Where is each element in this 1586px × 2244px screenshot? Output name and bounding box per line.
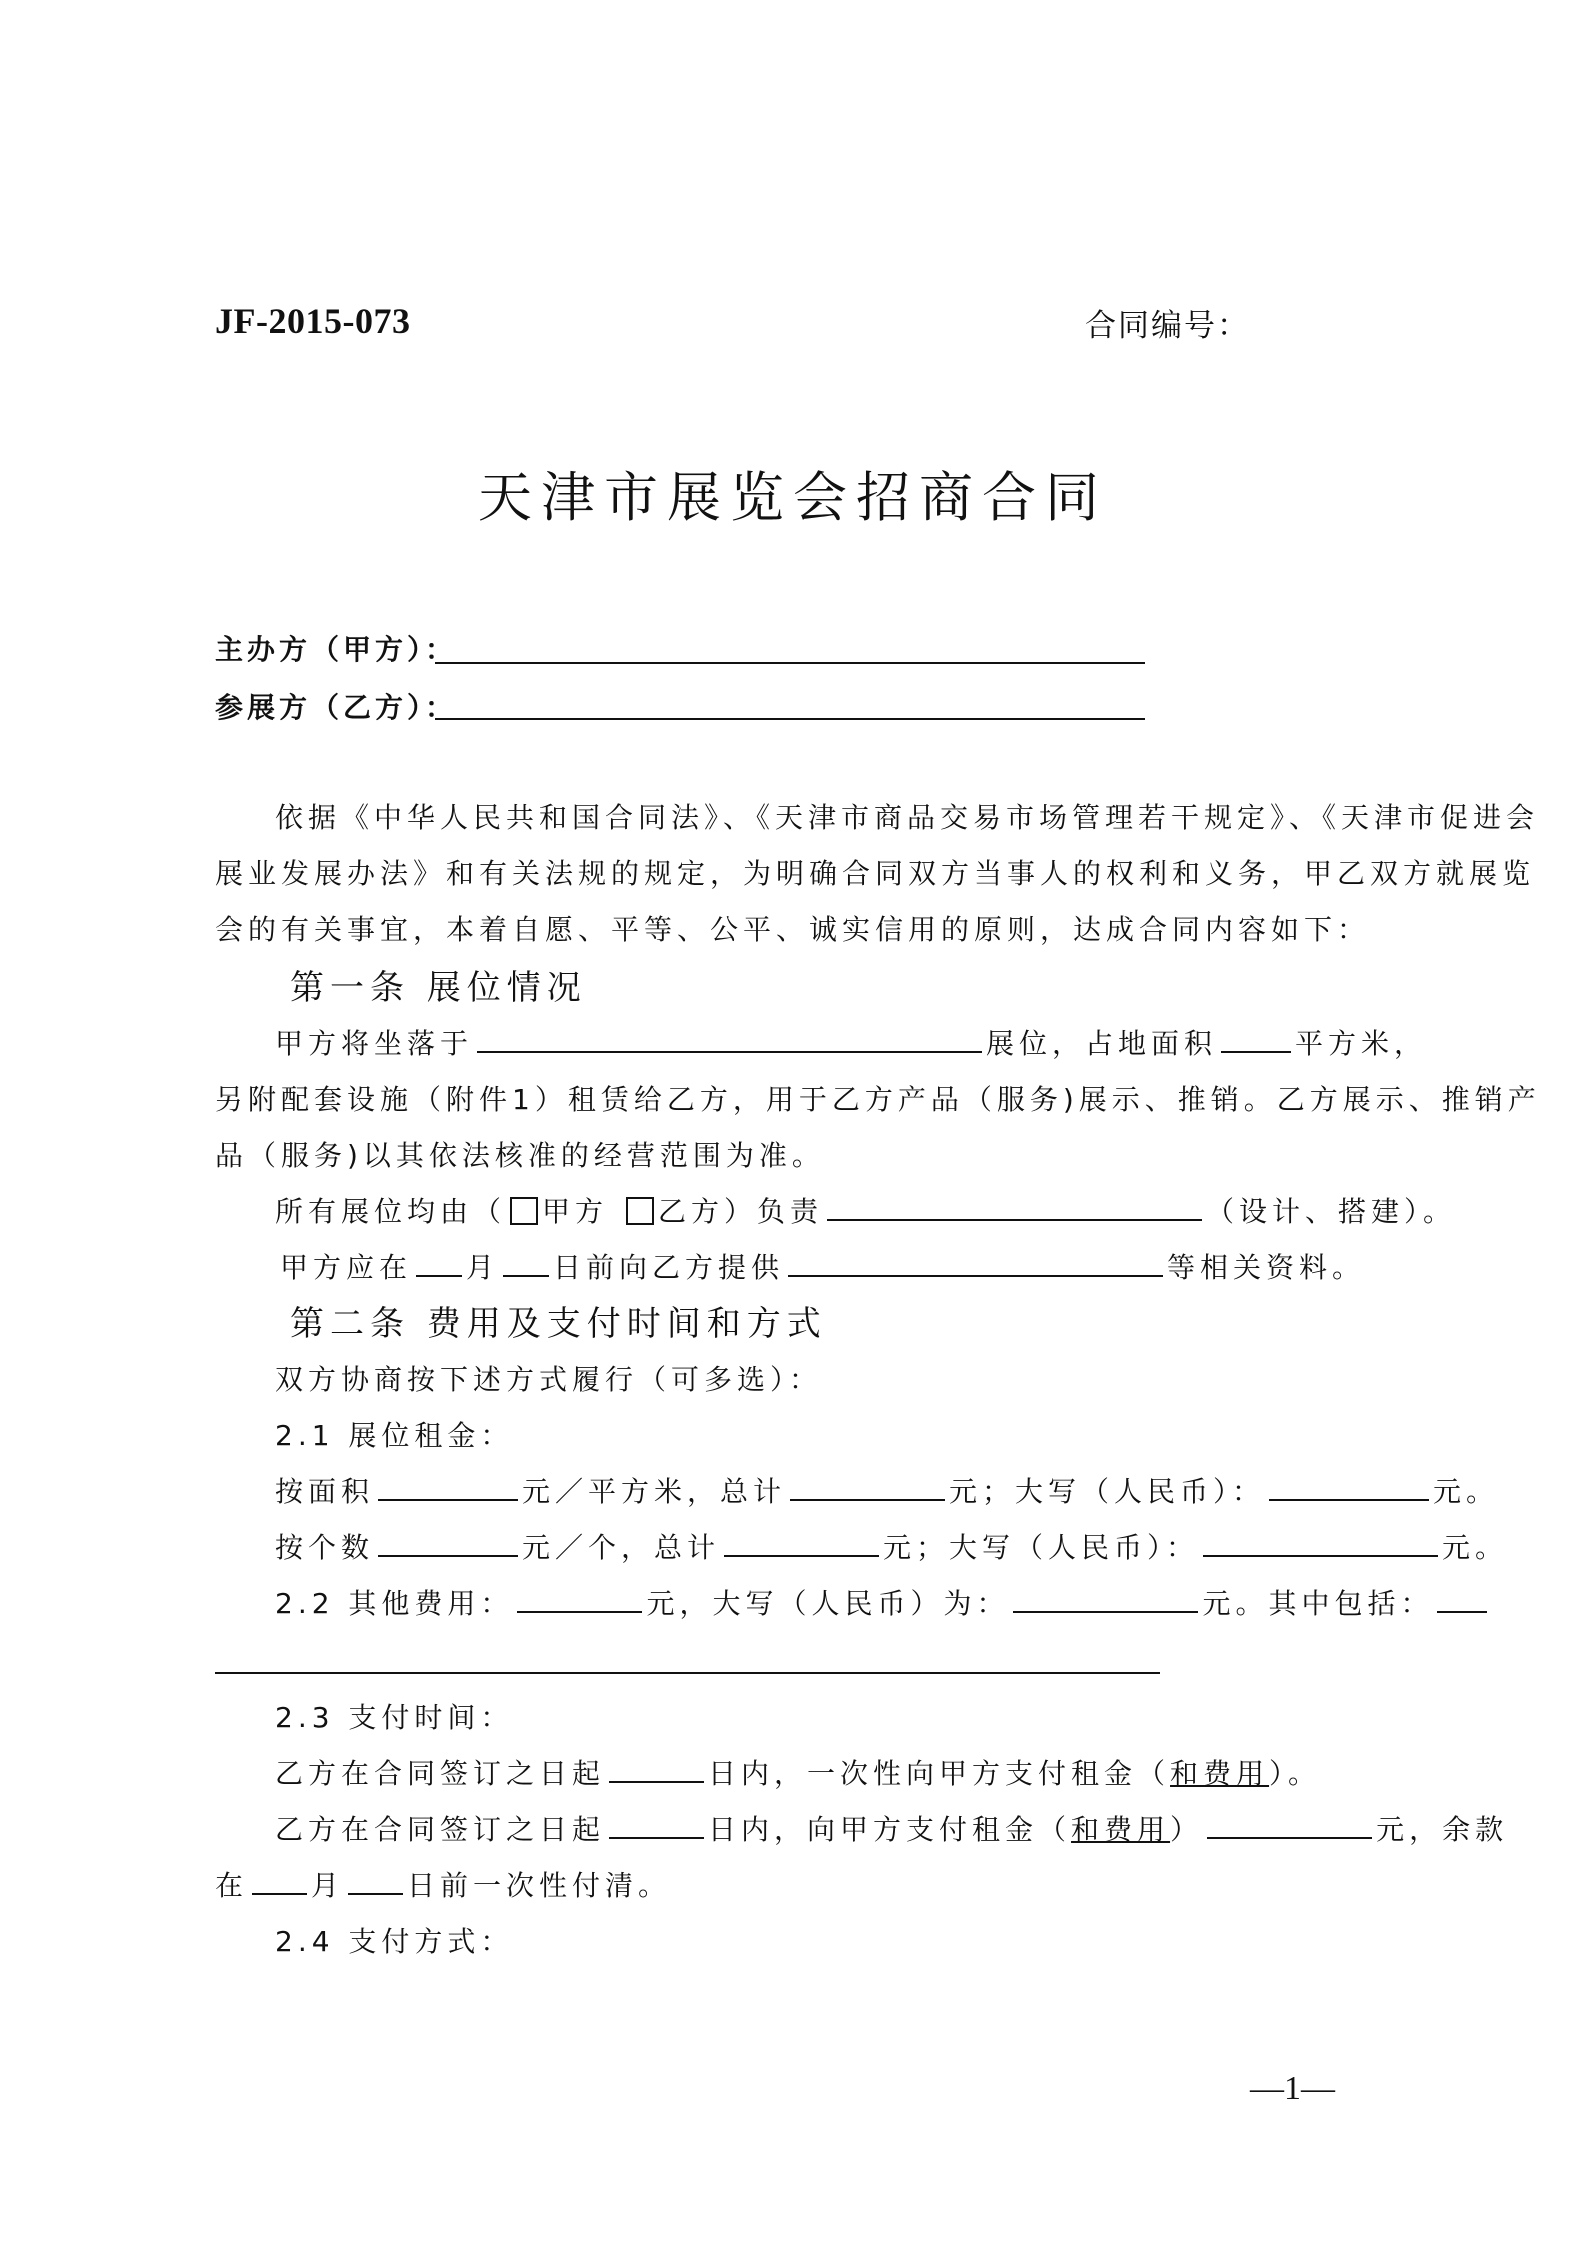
includes-blank[interactable] — [1437, 1581, 1487, 1613]
lump-sum-suffix: ）。 — [1269, 1757, 1322, 1790]
other-fees-line — [275, 1576, 1491, 1632]
document-title: 天津市展览会招商合同 — [478, 466, 1108, 529]
day-blank[interactable] — [503, 1245, 549, 1277]
installment-payment-line — [275, 1802, 1508, 1858]
other-fees-capital-blank[interactable] — [1013, 1581, 1198, 1613]
lump-sum-fees-underlined: 和费用 — [1170, 1757, 1270, 1790]
area-total-blank[interactable] — [790, 1469, 945, 1501]
article-1-line-2: 另附配套设施（附件1）租赁给乙方，用于乙方产品（服务)展示、推销。乙方展示、推销产 — [215, 1083, 1541, 1116]
location-blank[interactable] — [477, 1021, 982, 1053]
month-blank[interactable] — [416, 1245, 462, 1277]
responsibility-blank[interactable] — [827, 1189, 1202, 1221]
section-2-1-heading: 2.1 展位租金： — [275, 1419, 514, 1452]
area-yuan-suffix: 元。 — [1433, 1475, 1500, 1508]
article-2-intro: 双方协商按下述方式履行（可多选）： — [275, 1363, 823, 1396]
materials-suffix: 等相关资料。 — [1167, 1251, 1366, 1284]
installment-label: 日内，向甲方支付租金（ — [708, 1813, 1072, 1846]
lump-sum-payment-line — [275, 1746, 1321, 1802]
lump-sum-days-blank[interactable] — [609, 1751, 704, 1783]
exhibitor-label: 参展方（乙方）： — [215, 691, 458, 724]
installment-amount-blank[interactable] — [1207, 1807, 1372, 1839]
exhibitor-blank[interactable] — [435, 718, 1145, 720]
lump-sum-prefix: 乙方在合同签订之日起 — [275, 1757, 606, 1790]
count-yuan-suffix: 元。 — [1442, 1531, 1509, 1564]
party-a-checkbox[interactable] — [510, 1197, 538, 1225]
contract-number-label: 合同编号： — [1085, 308, 1250, 344]
includes-continuation-blank[interactable] — [215, 1672, 1160, 1674]
page-number: —1— — [1250, 2070, 1335, 2107]
organizer-blank[interactable] — [435, 662, 1145, 664]
intro-line-3: 会的有关事宜，本着自愿、平等、公平、诚实信用的原则，达成合同内容如下： — [215, 913, 1371, 946]
balance-deadline-line — [215, 1858, 671, 1914]
article-1-line-3: 品（服务)以其依法核准的经营范围为准。 — [215, 1139, 825, 1172]
count-total-label: 元／个，总计 — [522, 1531, 721, 1564]
article-1-materials-line — [280, 1240, 1365, 1296]
document-code: JF-2015-073 — [215, 301, 411, 341]
booth-area-label: 展位，占地面积 — [986, 1027, 1218, 1060]
square-meter-label: 平方米， — [1295, 1027, 1428, 1060]
design-build-label: （设计、搭建）。 — [1205, 1195, 1456, 1228]
organizer-label: 主办方（甲方）： — [215, 633, 458, 666]
installment-balance-label: 元，余款 — [1376, 1813, 1509, 1846]
count-price-blank[interactable] — [378, 1525, 518, 1557]
intro-line-2: 展业发展办法》和有关法规的规定，为明确合同双方当事人的权利和义务，甲乙双方就展览 — [215, 857, 1536, 890]
balance-month-label: 月 — [311, 1869, 345, 1902]
by-count-label: 按个数 — [275, 1531, 375, 1564]
lump-sum-label: 日内，一次性向甲方支付租金（ — [708, 1757, 1171, 1790]
balance-day-blank[interactable] — [348, 1863, 403, 1895]
responsibility-prefix: 所有展位均由（ — [275, 1195, 507, 1228]
area-capital-label: 元；大写（人民币）： — [949, 1475, 1266, 1508]
count-capital-blank[interactable] — [1203, 1525, 1438, 1557]
area-price-blank[interactable] — [378, 1469, 518, 1501]
location-prefix: 甲方将坐落于 — [275, 1027, 474, 1060]
rent-by-count-line — [275, 1520, 1508, 1576]
balance-prefix: 在 — [215, 1869, 249, 1902]
month-label: 月 — [466, 1251, 500, 1284]
materials-blank[interactable] — [788, 1245, 1163, 1277]
article-2-heading: 第二条 费用及支付时间和方式 — [290, 1304, 827, 1344]
article-1-booth-responsibility — [275, 1184, 1456, 1240]
installment-days-blank[interactable] — [609, 1807, 704, 1839]
installment-prefix: 乙方在合同签订之日起 — [275, 1813, 606, 1846]
materials-prefix: 甲方应在 — [280, 1251, 413, 1284]
provide-label: 日前向乙方提供 — [553, 1251, 785, 1284]
party-a-option-label: 甲方 — [542, 1195, 609, 1228]
intro-line-1: 依据《中华人民共和国合同法》、《天津市商品交易市场管理若干规定》、《天津市促进会 — [275, 801, 1540, 834]
installment-close-paren: ） — [1170, 1813, 1204, 1846]
rent-by-area-line — [275, 1464, 1499, 1520]
article-1-location-line — [275, 1016, 1427, 1072]
area-capital-blank[interactable] — [1269, 1469, 1429, 1501]
area-total-label: 元／平方米，总计 — [522, 1475, 787, 1508]
article-1-heading: 第一条 展位情况 — [290, 968, 587, 1008]
count-capital-label: 元；大写（人民币）： — [883, 1531, 1200, 1564]
other-fees-blank[interactable] — [517, 1581, 642, 1613]
by-area-label: 按面积 — [275, 1475, 375, 1508]
balance-suffix: 日前一次性付清。 — [407, 1869, 672, 1902]
party-b-option-label: 乙方）负责 — [657, 1195, 823, 1228]
area-blank[interactable] — [1221, 1021, 1291, 1053]
includes-label: 元。其中包括： — [1202, 1587, 1434, 1620]
other-fees-label: 2.2 其他费用： — [275, 1587, 514, 1620]
section-2-4-heading: 2.4 支付方式： — [275, 1925, 514, 1958]
section-2-3-heading: 2.3 支付时间： — [275, 1701, 514, 1734]
other-fees-capital-label: 元，大写（人民币）为： — [646, 1587, 1010, 1620]
party-b-checkbox[interactable] — [626, 1197, 654, 1225]
count-total-blank[interactable] — [724, 1525, 879, 1557]
installment-fees-underlined: 和费用 — [1071, 1813, 1171, 1846]
balance-month-blank[interactable] — [252, 1863, 307, 1895]
